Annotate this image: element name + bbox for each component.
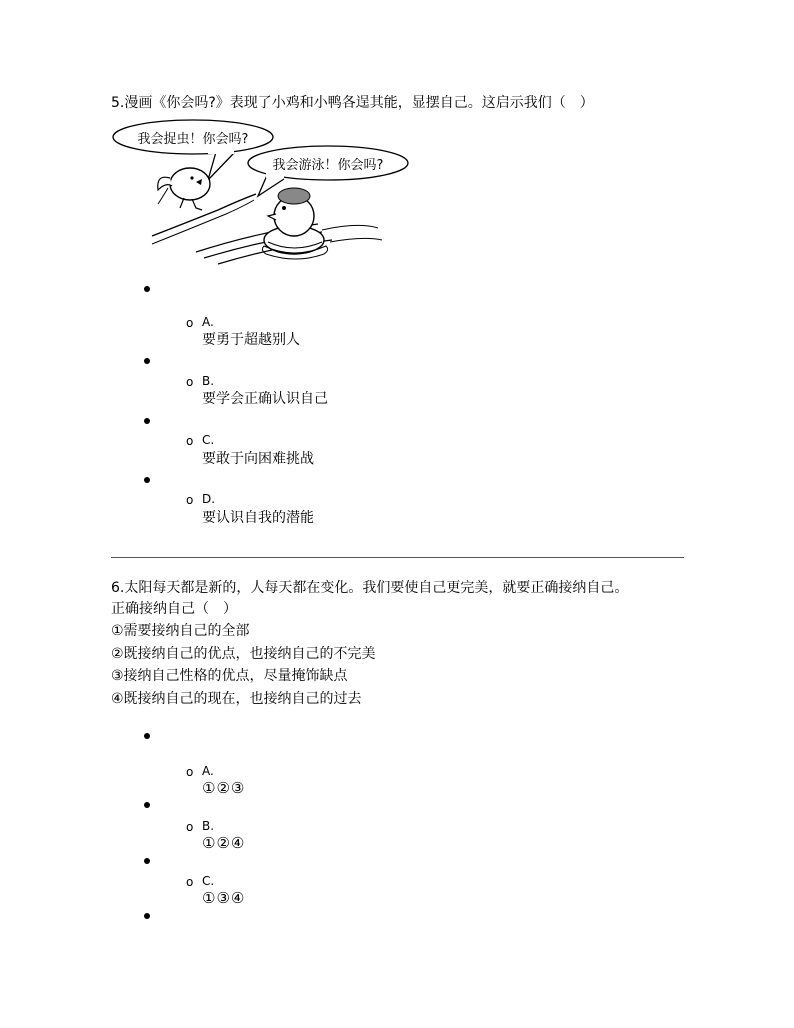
option-circle-marker: o bbox=[186, 316, 194, 330]
list-bullet bbox=[144, 858, 150, 864]
chick-bubble-text: 我会捉虫！你会吗? bbox=[137, 132, 249, 147]
q6-statement-1: ①需要接纳自己的全部 bbox=[111, 623, 250, 639]
q6-option-c-text[interactable]: ①③④ bbox=[202, 889, 246, 907]
q5-option-c-text[interactable]: 要敢于向困难挑战 bbox=[202, 451, 314, 467]
q5-option-b-text[interactable]: 要学会正确认识自己 bbox=[202, 391, 328, 407]
option-circle-marker: o bbox=[186, 820, 194, 834]
option-circle-marker: o bbox=[186, 493, 194, 507]
option-circle-marker: o bbox=[186, 375, 194, 389]
option-circle-marker: o bbox=[186, 434, 194, 448]
list-bullet bbox=[144, 733, 150, 739]
q5-option-c-letter: C. bbox=[202, 433, 215, 447]
duck-bubble-text: 我会游泳！你会吗? bbox=[272, 158, 384, 173]
list-bullet bbox=[144, 358, 150, 364]
q6-statement-4: ④既接纳自己的现在，也接纳自己的过去 bbox=[111, 691, 362, 707]
list-bullet bbox=[144, 286, 150, 292]
q5-option-b-letter: B. bbox=[202, 374, 215, 388]
q5-option-d-text[interactable]: 要认识自我的潜能 bbox=[202, 510, 314, 526]
question-6-stem-line1: 6.太阳每天都是新的，人每天都在变化。我们要使自己更完美，就要正确接纳自己。 bbox=[111, 580, 629, 596]
q6-statement-2: ②既接纳自己的优点，也接纳自己的不完美 bbox=[111, 646, 376, 662]
option-circle-marker: o bbox=[186, 765, 194, 779]
list-bullet bbox=[144, 913, 150, 919]
question-5-stem: 5.漫画《你会吗?》表现了小鸡和小鸭各逞其能，显摆自己。这启示我们（ ） bbox=[111, 95, 594, 111]
q6-option-a-letter: A. bbox=[202, 764, 214, 778]
option-circle-marker: o bbox=[186, 875, 194, 889]
q6-option-b-letter: B. bbox=[202, 819, 215, 833]
q6-option-b-text[interactable]: ①②④ bbox=[202, 834, 246, 852]
q6-option-a-text[interactable]: ①②③ bbox=[202, 779, 246, 797]
question-divider bbox=[111, 557, 684, 558]
q5-option-a-text[interactable]: 要勇于超越别人 bbox=[202, 332, 300, 348]
list-bullet bbox=[144, 477, 150, 483]
q5-option-a-letter: A. bbox=[202, 315, 214, 329]
comic-illustration bbox=[108, 118, 413, 266]
question-6-stem-line2: 正确接纳自己（ ） bbox=[111, 601, 237, 617]
q6-statement-3: ③接纳自己性格的优点，尽量掩饰缺点 bbox=[111, 668, 348, 684]
q6-option-c-letter: C. bbox=[202, 874, 215, 888]
chick-drawing bbox=[158, 168, 210, 210]
list-bullet bbox=[144, 418, 150, 424]
q5-option-d-letter: D. bbox=[202, 492, 216, 506]
list-bullet bbox=[144, 802, 150, 808]
